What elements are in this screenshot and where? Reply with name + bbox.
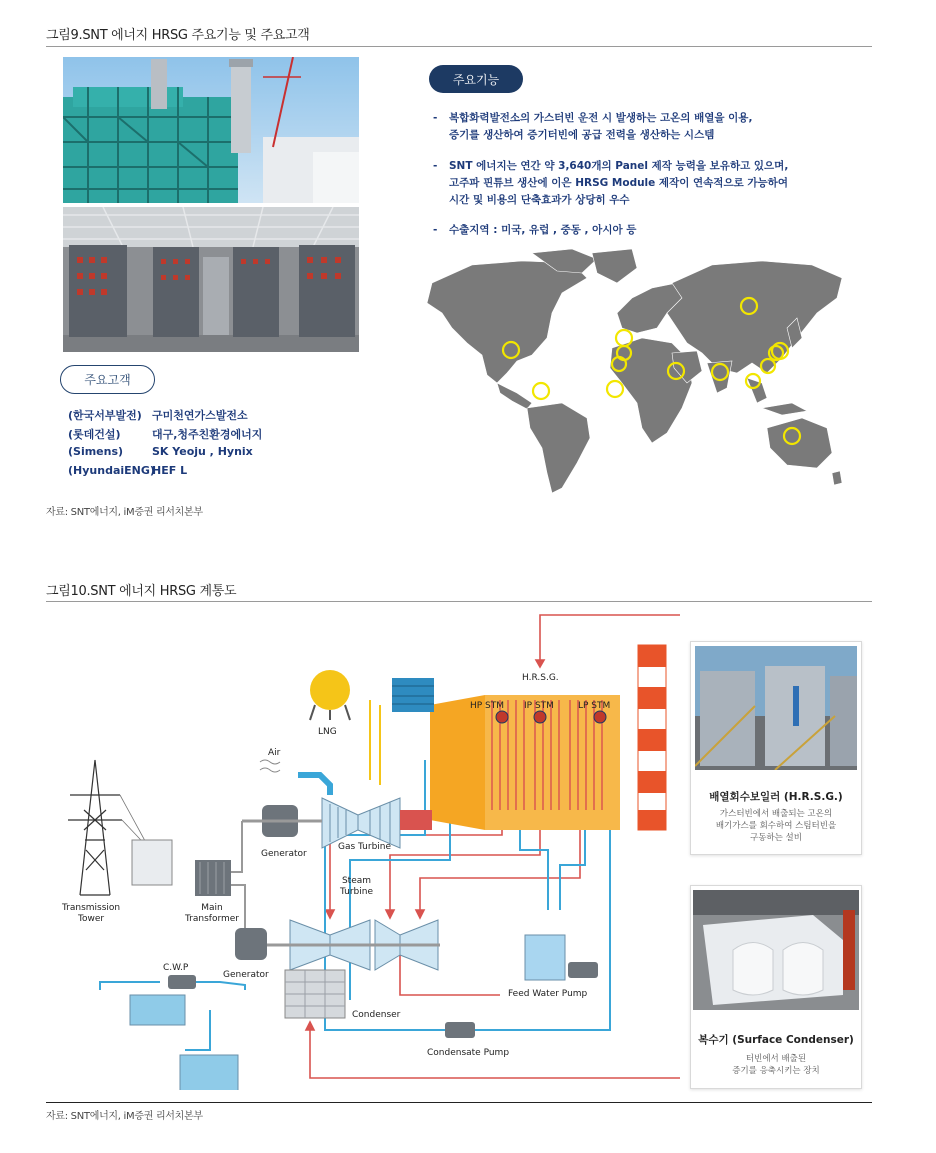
steam-turbine-label: Steam Turbine	[340, 876, 373, 897]
lng-label: LNG	[318, 727, 337, 737]
customer-row	[68, 407, 248, 423]
customer-group: (롯데건설)	[68, 428, 121, 441]
figure9-title: 그림9.SNT 에너지 HRSG 주요기능 및 주요고객	[46, 28, 310, 43]
condenser-card-title: 복수기 (Surface Condenser)	[698, 1034, 854, 1046]
functions-label: 주요기능	[429, 65, 523, 93]
condenser-card	[690, 885, 862, 1089]
main-transformer-label: Main Transformer	[185, 903, 240, 924]
customer-row	[68, 464, 187, 477]
feed-water-pump-label: Feed Water Pump	[508, 989, 588, 999]
figure10-source: 자료: SNT에너지, iM증권 리서치본부	[46, 1111, 203, 1122]
customer-row	[68, 445, 253, 458]
customer-name: HEF L	[152, 464, 188, 477]
function-bullet: - 수출지역 : 미국, 유럽 , 중동 , 아시아 등	[433, 224, 637, 236]
hp-stm-label: HP STM	[470, 701, 505, 711]
function-bullet: - SNT 에너지는 연간 약 3,640개의 Panel 제작 능력을 보유하고 있으며, 고주파 핀튜브 생산에 이은 HRSG Module 제작이 연속적으로 가능하여 시간 및 비용의 단축효과가 상당히 우수	[433, 160, 789, 206]
generator-top-label: Generator	[261, 849, 307, 859]
figure9-source: 자료: SNT에너지, iM증권 리서치본부	[46, 507, 203, 518]
lp-stm-label: LP STM	[578, 701, 611, 711]
hrsg-plant-photo	[63, 57, 359, 203]
ip-stm-label: IP STM	[524, 701, 554, 711]
cwp-label: C.W.P	[163, 963, 189, 973]
figure10-bottom-rule	[46, 1102, 872, 1103]
hrsg-label: H.R.S.G.	[522, 673, 559, 683]
hrsg-module-factory-photo	[63, 207, 359, 352]
hrsg-card	[690, 641, 862, 855]
figure9-rule	[46, 46, 872, 47]
customer-group: (Simens)	[68, 445, 124, 458]
gas-turbine-label: Gas Turbine	[338, 842, 392, 852]
air-label: Air	[268, 748, 281, 758]
generator-bottom-label: Generator	[223, 970, 269, 980]
customer-row	[68, 426, 262, 442]
customer-name: 구미천연가스발전소	[152, 409, 248, 422]
customer-group: (한국서부발전)	[68, 409, 142, 422]
condenser-label: Condenser	[352, 1010, 401, 1020]
customer-group: (HyundaiENG)	[68, 464, 155, 477]
condenser-card-desc: 터빈에서 배출된 증기를 응축시키는 장치	[732, 1054, 820, 1076]
transmission-tower-label: Transmission Tower	[62, 903, 121, 924]
function-bullet: - 복합화력발전소의 가스터빈 운전 시 발생하는 고온의 배열을 이용, 증기를 생산하여 증기터빈에 공급 전력을 생산하는 시스템	[433, 112, 753, 141]
hrsg-card-title: 배열회수보일러 (H.R.S.G.)	[709, 791, 843, 803]
condenser-card-photo	[693, 890, 859, 1010]
condensate-pump-label: Condensate Pump	[427, 1048, 510, 1058]
figure10-title: 그림10.SNT 에너지 HRSG 계통도	[46, 584, 237, 599]
customer-name: SK Yeoju , Hynix	[152, 445, 253, 458]
export-world-map	[412, 243, 858, 495]
customer-name: 대구,청주친환경에너지	[152, 428, 263, 441]
customers-label: 주요고객	[60, 365, 155, 394]
figure10-rule	[46, 601, 872, 602]
hrsg-card-desc: 가스터빈에서 배출되는 고온의 배기가스를 회수하여 스팀터빈을 구동하는 설비	[715, 809, 837, 843]
hrsg-card-photo	[695, 646, 857, 770]
